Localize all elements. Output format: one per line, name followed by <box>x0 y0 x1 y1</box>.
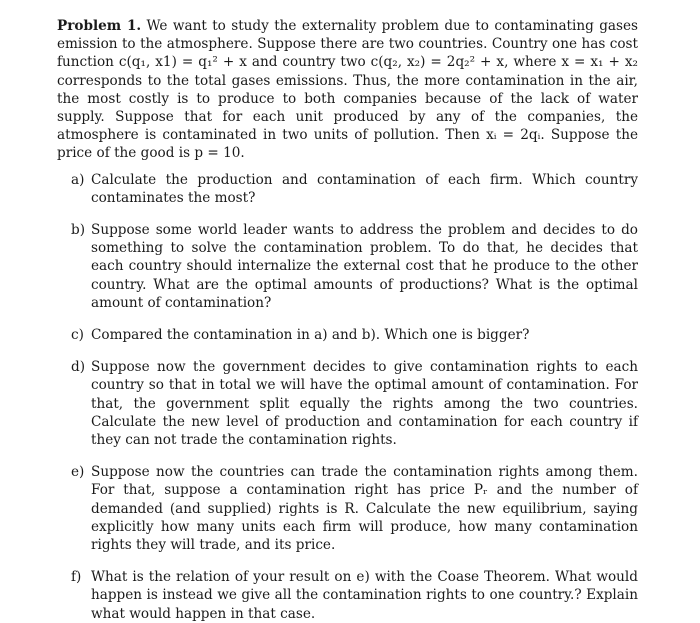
subquestion-text: Compared the contamination in a) and b). Which one is bigger? <box>91 327 530 344</box>
subquestion-marker: d) <box>71 359 86 376</box>
subquestion-text: Suppose some world leader wants to address the problem and decides to do something to solve the contamination problem. To do that, he decides that each country should internalize the external cost that he produce to the other country. What are the optimal amounts of productions? What is the optimal amount of contamination? <box>91 222 638 311</box>
subquestion-f <box>57 568 638 623</box>
subquestion-a <box>57 171 638 207</box>
subquestion-e <box>57 463 638 554</box>
subquestion-marker: f) <box>71 569 82 586</box>
subquestion-marker: b) <box>71 222 86 239</box>
problem-statement <box>57 17 638 163</box>
subquestion-text: What is the relation of your result on e) with the Coase Theorem. What would happen is instead we give all the contamination rights to one country.? Explain what would happen in that case. <box>91 569 638 622</box>
subquestion-c <box>57 326 638 344</box>
subquestion-text: Calculate the production and contamination of each firm. Which country contaminates the most? <box>91 171 638 206</box>
subquestion-d <box>57 358 638 449</box>
subquestion-marker: e) <box>71 464 85 481</box>
subquestion-text: Suppose now the government decides to give contamination rights to each country so that in total we will have the optimal amount of contamination. For that, the government split equally the rights among the two countries. Calculate the new level of production and contamination for each country if they can not trade the contamination rights. <box>91 359 638 449</box>
problem-text: We want to study the externality problem due to contaminating gases emission to the atmosphere. Suppose there are two countries. Country one has cost function c(q₁, x1) = q₁² + x and country two c(q₂, x₂) = 2q₂² + x, where x = x₁ + x₂ corresponds to the total gases emissions. Thus, the more contamination in the air, the most costly is to produce to both companies because of the lack of water supply. Suppose that for each unit produced by any of the companies, the atmosphere is contaminated in two units of pollution. Then xᵢ = 2qᵢ. Suppose the price of the good is p = 10. <box>57 18 639 162</box>
subquestion-marker: a) <box>71 171 85 188</box>
subquestion-list <box>57 171 638 623</box>
subquestion-text: Suppose now the countries can trade the contamination rights among them. For that, suppose a contamination right has price Pᵣ and the number of demanded (and supplied) rights is R. Calculate the new equilibrium, saying explicitly how many units each firm will produce, how many contamination rights they will trade, and its price. <box>91 464 638 554</box>
subquestion-b <box>57 221 638 312</box>
subquestion-marker: c) <box>71 327 84 344</box>
problem-label: Problem 1. <box>57 18 142 34</box>
